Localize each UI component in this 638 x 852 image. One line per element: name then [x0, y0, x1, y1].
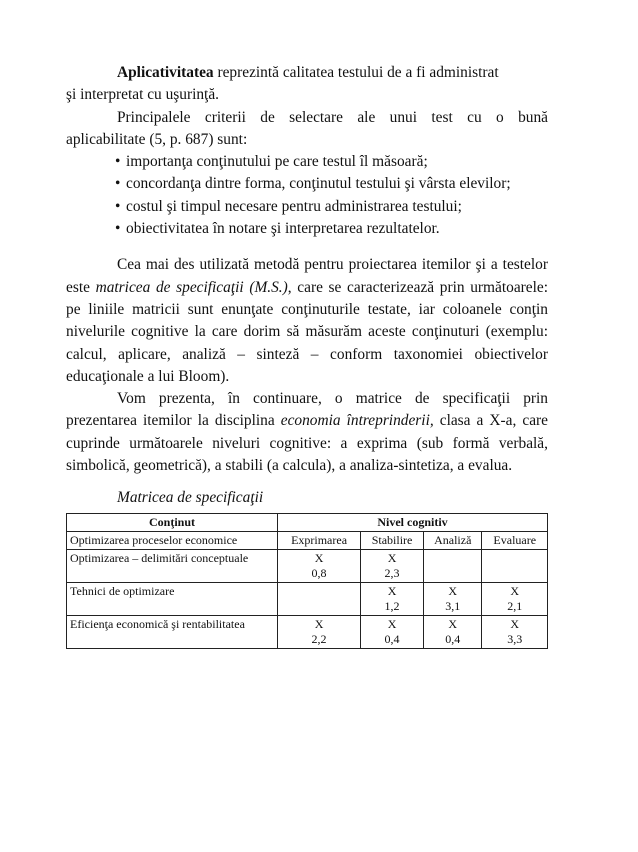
table-cell: X 2,3	[361, 550, 424, 583]
paragraph-text: Principalele criterii de selectare ale unui test cu o bună	[117, 108, 548, 126]
paragraph-method: Cea mai des utilizată metodă pentru proiectarea itemilor şi a testelor este matricea de specificaţii (M.S.), care se caracterizează prin următoarele: pe liniile matricii sunt enunţate conţinuturile testate, iar coloanele conţin nivelurile cognitive la care dorim să măsurăm aceste conţinuturi (exemplu: calcul, aplicare, analiză – sinteză – conform taxonomiei obiectivelor educaţionale a lui Bloom).	[66, 256, 548, 385]
row-label: Tehnici de optimizare	[67, 583, 278, 616]
paragraph-text: aplicabilitate (5, p. 687) sunt:	[66, 130, 248, 148]
table-cell	[278, 583, 361, 616]
bullet-icon: •	[115, 220, 121, 238]
paragraph-example: Vom prezenta, în continuare, o matrice de specificaţii prin prezentarea itemilor la disciplina economia întreprinderii, clasa a X-a, care cuprinde următoarele niveluri cognitive: a exprima (sub formă verbală, simbolică, geometrică), a stabili (a calcula), a analiza-sintetiza, a evalua.	[66, 390, 548, 475]
list-item: • costul şi timpul necesare pentru administrarea testului;	[115, 196, 548, 218]
header-cognitive-level: Nivel cognitiv	[278, 514, 548, 532]
table-cell: X 3,3	[482, 616, 548, 649]
bullet-icon: •	[115, 153, 121, 171]
table-cell: X 1,2	[361, 583, 424, 616]
column-label: Evaluare	[482, 532, 548, 550]
column-label: Stabilire	[361, 532, 424, 550]
table-row	[67, 550, 548, 583]
criteria-list	[66, 151, 548, 240]
paragraph-text: reprezintă calitatea testului de a fi administrat	[213, 64, 499, 81]
table-cell: X 3,1	[424, 583, 482, 616]
column-label: Analiză	[424, 532, 482, 550]
bullet-icon: •	[115, 175, 121, 193]
bullet-icon: •	[115, 197, 121, 215]
row-label: Eficienţa economică şi rentabilitatea	[67, 616, 278, 649]
table-cell	[482, 550, 548, 583]
table-row	[67, 532, 548, 550]
term-italic: economia întreprinderii,	[280, 412, 434, 430]
table-cell: X 0,4	[424, 616, 482, 649]
table-cell: X 0,8	[278, 550, 361, 583]
term-italic: matricea de specificaţii (M.S.)	[95, 278, 288, 296]
row-label: Optimizarea – delimitări conceptuale	[67, 550, 278, 583]
list-item: • importanţa conţinutului pe care testul îl măsoară;	[115, 151, 548, 173]
table-row	[67, 583, 548, 616]
table-header-row	[67, 514, 548, 532]
column-label: Exprimarea	[278, 532, 361, 550]
specification-matrix	[66, 513, 548, 649]
table-cell: X 0,4	[361, 616, 424, 649]
list-item: • obiectivitatea în notare şi interpretarea rezultatelor.	[115, 218, 548, 240]
table-row	[67, 616, 548, 649]
table-cell: X 2,1	[482, 583, 548, 616]
table-caption: Matricea de specificaţii	[117, 489, 264, 507]
table-cell: X 2,2	[278, 616, 361, 649]
document-page	[66, 62, 548, 649]
row-label: Optimizarea proceselor economice	[67, 532, 278, 550]
list-item: • concordanţa dintre forma, conţinutul testului şi vârsta elevilor;	[115, 173, 548, 195]
paragraph-text: şi interpretat cu uşurinţă.	[66, 86, 220, 104]
table-cell	[424, 550, 482, 583]
paragraph-applicability	[66, 62, 548, 107]
term-bold: Aplicativitatea	[117, 64, 214, 81]
paragraph-criteria-intro	[66, 107, 548, 152]
header-content: Conţinut	[67, 514, 278, 532]
